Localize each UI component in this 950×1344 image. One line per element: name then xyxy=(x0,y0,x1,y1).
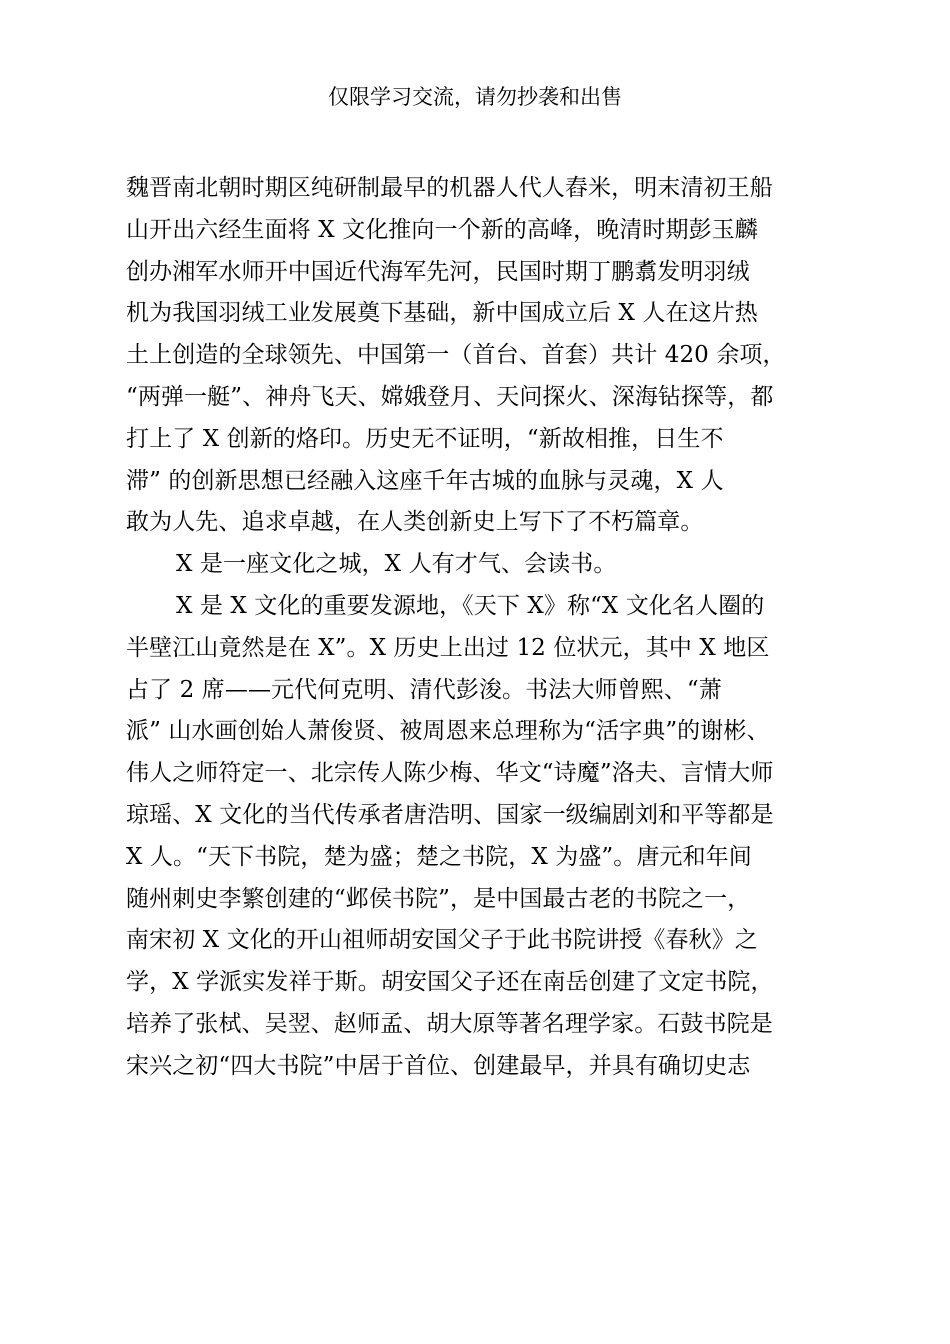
text-line: 半壁江山竟然是在 X”。X 历史上出过 12 位状元，其中 X 地区 xyxy=(126,634,770,661)
document-body xyxy=(126,168,836,1088)
paragraph-culture-detail xyxy=(126,586,836,1088)
text-line: 魏晋南北朝时期区纯研制最早的机器人代人舂米，明末清初王船 xyxy=(126,175,773,201)
page-header: 仅限学习交流，请勿抄袭和出售 xyxy=(328,85,622,109)
text-line: 宋兴之初“四大书院”中居于首位、创建最早，并具有确切史志 xyxy=(126,1052,751,1079)
text-line: 土上创造的全球领先、中国第一（首台、首套）共计 420 余项， xyxy=(126,342,786,369)
text-line: 培养了张栻、吴翌、赵师孟、胡大原等著名理学家。石鼓书院是 xyxy=(126,1010,773,1037)
text-line: “两弹一艇”、神舟飞天、嫦娥登月、天问探火、深海钻探等，都 xyxy=(126,383,774,410)
paragraph-culture-intro xyxy=(126,544,836,586)
text-line: 伟人之师符定一、北宗传人陈少梅、华文“诗魔”洛夫、言情大师 xyxy=(126,760,774,787)
text-line: X 人。“天下书院，楚为盛；楚之书院，X 为盛”。唐元和年间 xyxy=(126,843,752,870)
text-line: 学，X 学派实发祥于斯。胡安国父子还在南岳创建了文定书院， xyxy=(126,969,774,996)
text-line: 山开出六经生面将 X 文化推向一个新的高峰，晚清时期彭玉麟 xyxy=(126,216,758,243)
text-line: 南宋初 X 文化的开山祖师胡安国父子于此书院讲授《春秋》之 xyxy=(126,927,758,954)
text-line: 敢为人先、追求卓越，在人类创新史上写下了不朽篇章。 xyxy=(126,509,704,536)
text-line: 派” 山水画创始人萧俊贤、被周恩来总理称为“活字典”的谢彬、 xyxy=(126,718,770,745)
text-line: 机为我国羽绒工业发展奠下基础，新中国成立后 X 人在这片热 xyxy=(126,300,758,327)
text-line: 随州刺史李繁创建的“邺侯书院”，是中国最古老的书院之一， xyxy=(126,885,751,912)
text-line: 占了 2 席——元代何克明、清代彭浚。书法大师曾熙、“萧 xyxy=(126,676,722,703)
text-line: 打上了 X 创新的烙印。历史无不证明，“新故相推，日生不 xyxy=(126,425,724,452)
paragraph-innovation xyxy=(126,168,836,544)
text-line: 创办湘军水师开中国近代海军先河，民国时期丁鹏翥发明羽绒 xyxy=(126,258,750,285)
text-line: 琼瑶、X 文化的当代传承者唐浩明、国家一级编剧刘和平等都是 xyxy=(126,801,774,828)
text-line: X 是 X 文化的重要发源地，《天下 X》称“X 文化名人圈的 xyxy=(176,592,765,619)
text-line: 滞” 的创新思想已经融入这座千年古城的血脉与灵魂，X 人 xyxy=(126,467,724,494)
text-line: X 是一座文化之城，X 人有才气、会读书。 xyxy=(176,551,617,578)
